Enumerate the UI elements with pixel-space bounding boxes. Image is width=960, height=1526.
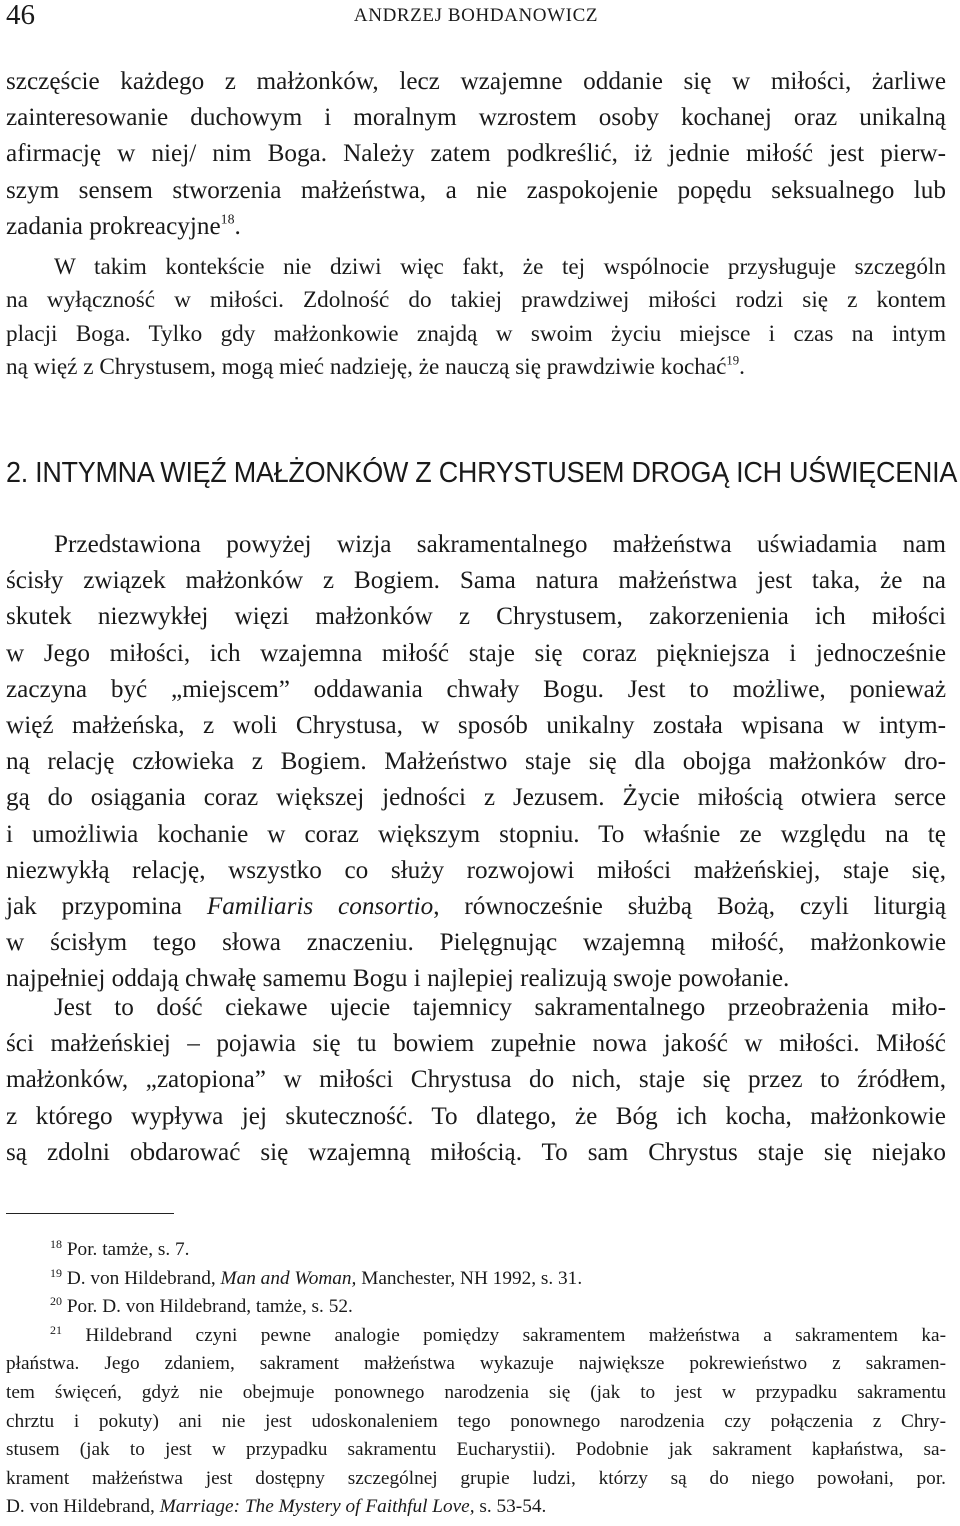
footnote-18 xyxy=(6,1236,946,1265)
footnote-line: stusem (jak to jest w przypadku sakramentu Eucharystii). Podobnie jak sakrament kapłaństwa, sa- xyxy=(6,1439,946,1461)
footnote-line: tem święceń, gdyż nie obejmuje ponownego narodzenia się (jak to jest w przypadku sakramentu xyxy=(6,1381,946,1403)
text-line: Jest to dość ciekawe ujecie tajemnicy sakramentalnego przeobrażenia miło- xyxy=(54,994,946,1021)
page-header xyxy=(6,0,946,34)
text-span: Manchester, NH 1992, s. 31. xyxy=(356,1267,583,1289)
text-span: D. von Hildebrand, xyxy=(66,1267,221,1289)
text-line: zainteresowanie duchowym i moralnym wzrostem osoby kochanej oraz unikalną xyxy=(6,104,946,132)
text-span: , s. 7. xyxy=(148,1239,190,1260)
text-span: Por. D. von Hildebrand, tamże xyxy=(66,1296,302,1318)
footnote-21 xyxy=(6,1322,946,1351)
text-span: jak przypomina xyxy=(6,893,207,921)
text-line: W takim kontekście nie dziwi więc fakt, że tej wspólnocie przysługuje szczególn xyxy=(54,254,946,280)
paragraph-4 xyxy=(6,990,946,1171)
footnote-line: chrztu i pokuty) ani nie jest udoskonaleniem tego ponownego narodzenia czy połączenia z Chry- xyxy=(6,1410,946,1432)
text-line: szczęście każdego z małżonków, lecz wzajemne oddanie się w miłości, żarliwe xyxy=(6,68,946,95)
footnote-number: 19 xyxy=(50,1265,62,1280)
text-line: afirmację w niej/ nim Boga. Należy zatem podkreślić, iż jednie miłość jest pierw- xyxy=(6,140,946,168)
footnotes xyxy=(6,1236,946,1522)
text-line: na wyłączność w miłości. Zdolność do takiej prawdziwej miłości rodzi się z kontem xyxy=(6,287,946,314)
footnote-ref-18: 18 xyxy=(220,211,235,227)
footnote-line: krament małżeństwa jest dostępny szczególnej grupie ludzi, którzy są do niego powołani, por. xyxy=(6,1467,946,1489)
text-span: D. von Hildebrand, xyxy=(6,1496,160,1518)
text-line: więź małżeńska, z woli Chrystusa, w sposób unikalny została wpisana w intym- xyxy=(6,712,946,740)
text-span: Por. tamże xyxy=(66,1239,149,1260)
text-line xyxy=(6,209,946,245)
footnote-line: płaństwa. Jego zdaniem, sakrament małżeństwa wykazuje największe pokrewieństwo z sakramen- xyxy=(6,1353,946,1375)
text-line: skutek niezwykłej więzi małżonków z Chrystusem, zakorzenienia ich miłości xyxy=(6,603,946,631)
text-line: niezwykłą relację, wszystko co służy rozwojowi miłości małżeńskiej, staje się, xyxy=(6,856,946,884)
text-span: ną więź z Chrystusem, mogą mieć nadzieję, że nauczą się prawdziwie kochać xyxy=(6,354,727,381)
footnote-separator xyxy=(6,1213,174,1214)
text-line: ści małżeńskiej – pojawia się tu bowiem zupełnie nowa jakość w miłości. Miłość xyxy=(6,1030,946,1058)
footnote-ref-19: 19 xyxy=(726,353,740,368)
text-line: w Jego miłości, ich wzajemna miłość staje się coraz piękniejsza i jednocześnie xyxy=(6,639,946,667)
text-line: ną relację człowieka z Bogiem. Małżeństwo staje się dla obojga małżonków dro- xyxy=(6,748,946,776)
footnote-number: 18 xyxy=(50,1237,62,1251)
text-span: . xyxy=(739,354,745,381)
italic-title: Marriage: The Mystery of Faithful Love, xyxy=(159,1496,475,1518)
text-line: placji Boga. Tylko gdy małżonkowie znajdą w swoim życiu miejsce i czas na intym xyxy=(6,320,946,347)
page-number: 46 xyxy=(6,0,35,31)
footnote-line xyxy=(6,1493,946,1522)
text-span: , równocześnie służbą Bożą, czyli liturgią xyxy=(433,893,946,921)
text-line: ścisły związek małżonków z Bogiem. Sama natura małżeństwa jest taka, że na xyxy=(6,567,946,595)
paragraph-3 xyxy=(6,527,946,998)
text-span: , s. 52. xyxy=(301,1296,353,1318)
footnote-20 xyxy=(6,1293,946,1322)
text-line: w ścisłym tego słowa znaczeniu. Pielęgnując wzajemną miłość, małżonkowie xyxy=(6,929,946,957)
text-line: małżonków, „zatopiona” w miłości Chrystusa do nich, staje się przez to źródłem, xyxy=(6,1066,946,1094)
text-line xyxy=(6,351,946,384)
text-line: są zdolni obdarować się wzajemną miłością. To sam Chrystus staje się niejako xyxy=(6,1138,946,1166)
text-line: szym sensem stworzenia małżeństwa, a nie zaspokojenie popędu seksualnego lub xyxy=(6,176,946,204)
text-span: zadania prokreacyjne xyxy=(6,212,221,240)
text-line: gą do osiągania coraz większej jedności z Jezusem. Życie miłością otwiera serce xyxy=(6,784,946,812)
text-span: s. 53-54. xyxy=(474,1496,547,1518)
footnote-19 xyxy=(6,1265,946,1294)
paragraph-1 xyxy=(6,64,946,245)
running-head: ANDRZEJ BOHDANOWICZ xyxy=(353,5,599,26)
footnote-number: 20 xyxy=(50,1294,62,1309)
text-line: z którego wypływa jej skuteczność. To dlatego, że Bóg ich kocha, małżonkowie xyxy=(6,1102,946,1130)
text-line: zaczyna być „miejscem” oddawania chwały Bogu. Jest to możliwe, ponieważ xyxy=(6,675,946,703)
text-line xyxy=(6,889,946,925)
section-heading: 2. INTYMNA WIĘŹ MAŁŻONKÓW Z CHRYSTUSEM DROGĄ ICH UŚWIĘCENIA xyxy=(6,457,958,489)
footnote-number: 21 xyxy=(50,1322,62,1337)
text-line: Przedstawiona powyżej wizja sakramentalnego małżeństwa uświadamia nam xyxy=(54,531,946,558)
text-line: najpełniej oddają chwałę samemu Bogu i najlepiej realizują swoje powołanie. xyxy=(6,965,790,993)
text-span: Hildebrand czyni pewne analogie pomiędzy sakramentem małżeństwa a sakramentem ka- xyxy=(85,1324,946,1346)
text-line: i umożliwia kochanie w coraz większym stopniu. To właśnie ze względu na tę xyxy=(6,820,946,848)
italic-title: Man and Woman, xyxy=(220,1267,357,1289)
italic-title: Familiaris consortio xyxy=(206,893,434,921)
text-span: . xyxy=(234,212,241,240)
paragraph-2 xyxy=(6,251,946,385)
